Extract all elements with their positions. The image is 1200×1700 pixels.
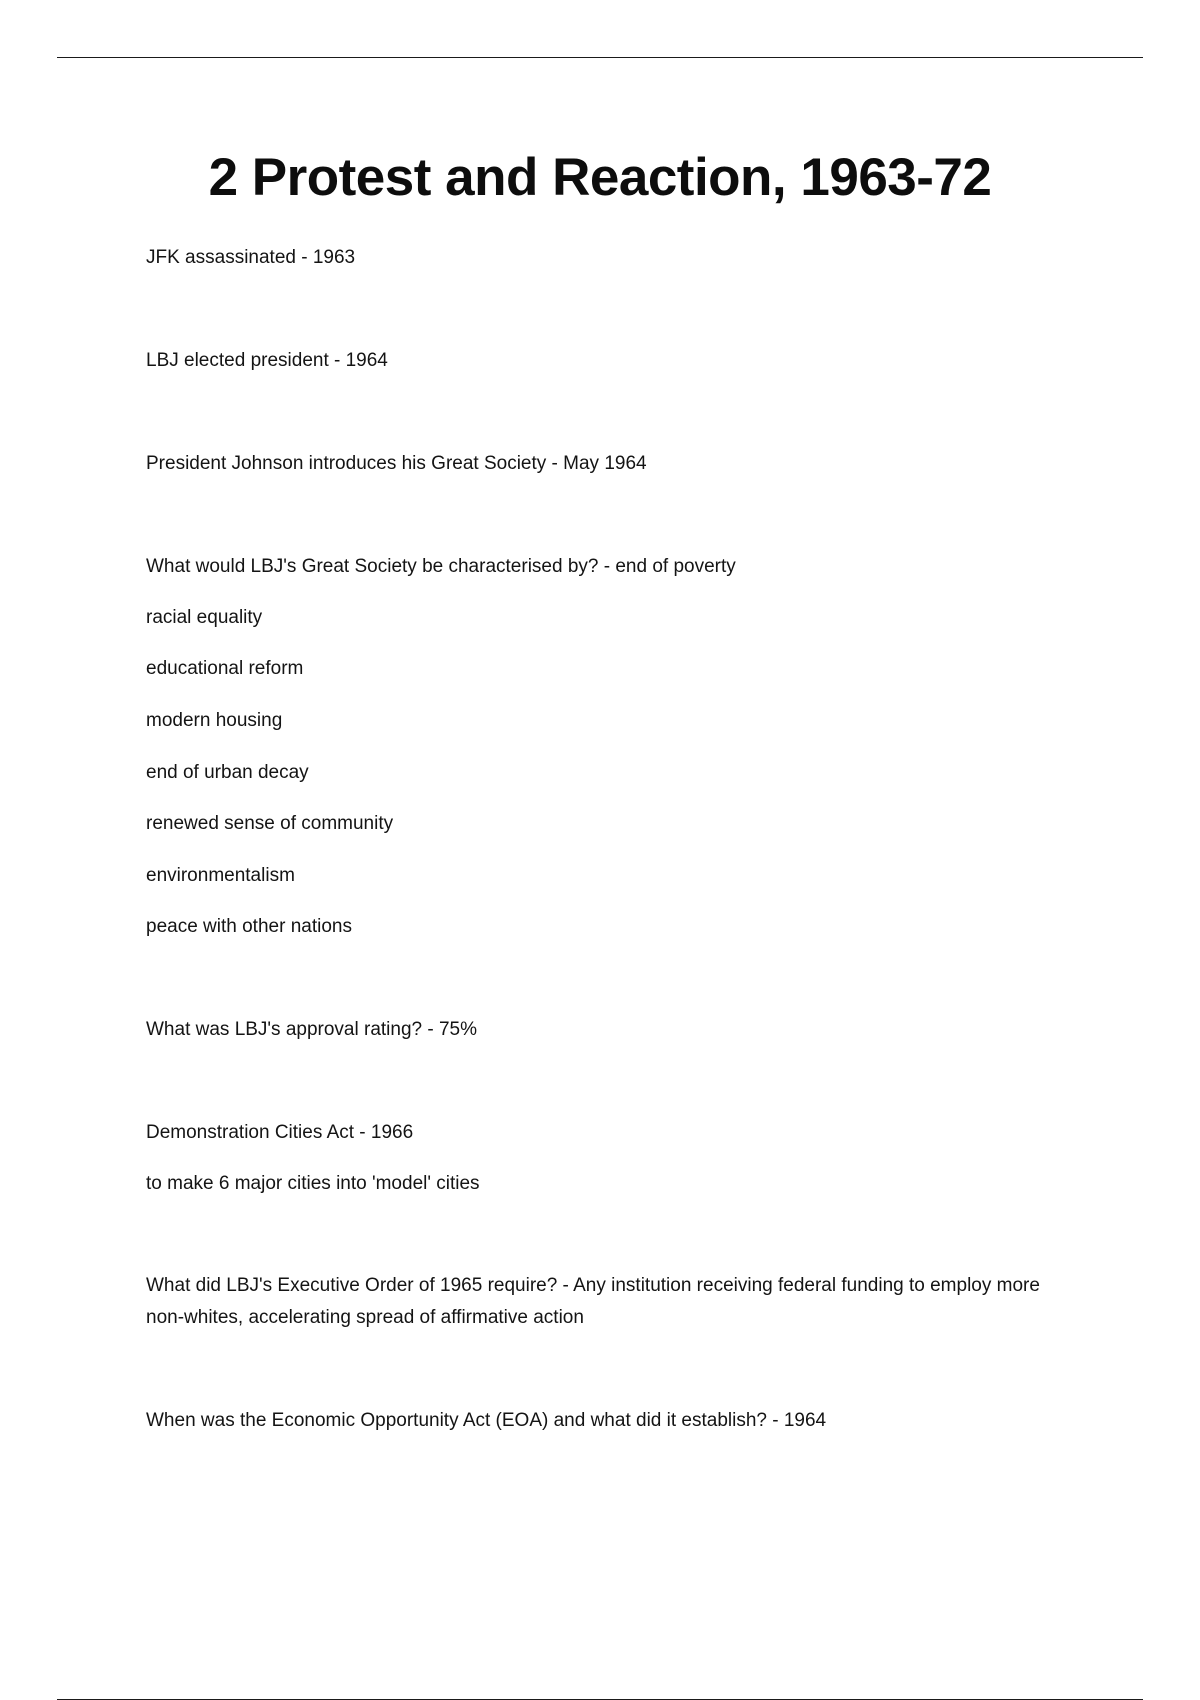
text-line: to make 6 major cities into 'model' cities [146, 1173, 480, 1194]
text-line: end of urban decay [146, 762, 309, 783]
text-line: racial equality [146, 607, 263, 628]
text-line: educational reform [146, 658, 304, 679]
text-line: When was the Economic Opportunity Act (EOA) and what did it establish? - 1964 [146, 1410, 827, 1431]
text-line: President Johnson introduces his Great Society - May 1964 [146, 453, 647, 474]
text-line: Demonstration Cities Act - 1966 [146, 1122, 414, 1143]
top-rule [57, 57, 1143, 58]
text-line: JFK assassinated - 1963 [146, 247, 356, 268]
text-line: What would LBJ's Great Society be characterised by? - end of poverty [146, 556, 736, 577]
text-line: What was LBJ's approval rating? - 75% [146, 1019, 478, 1040]
page-title: 2 Protest and Reaction, 1963-72 [208, 148, 992, 207]
text-line: LBJ elected president - 1964 [146, 350, 388, 371]
text-line: renewed sense of community [146, 813, 394, 834]
text-line: environmentalism [146, 865, 295, 886]
text-line: modern housing [146, 710, 283, 731]
text-line: peace with other nations [146, 916, 352, 937]
text-paragraph: What did LBJ's Executive Order of 1965 require? - Any institution receiving federal funding to employ more non-whites, accelerating spread of affirmative action [146, 1275, 1040, 1328]
